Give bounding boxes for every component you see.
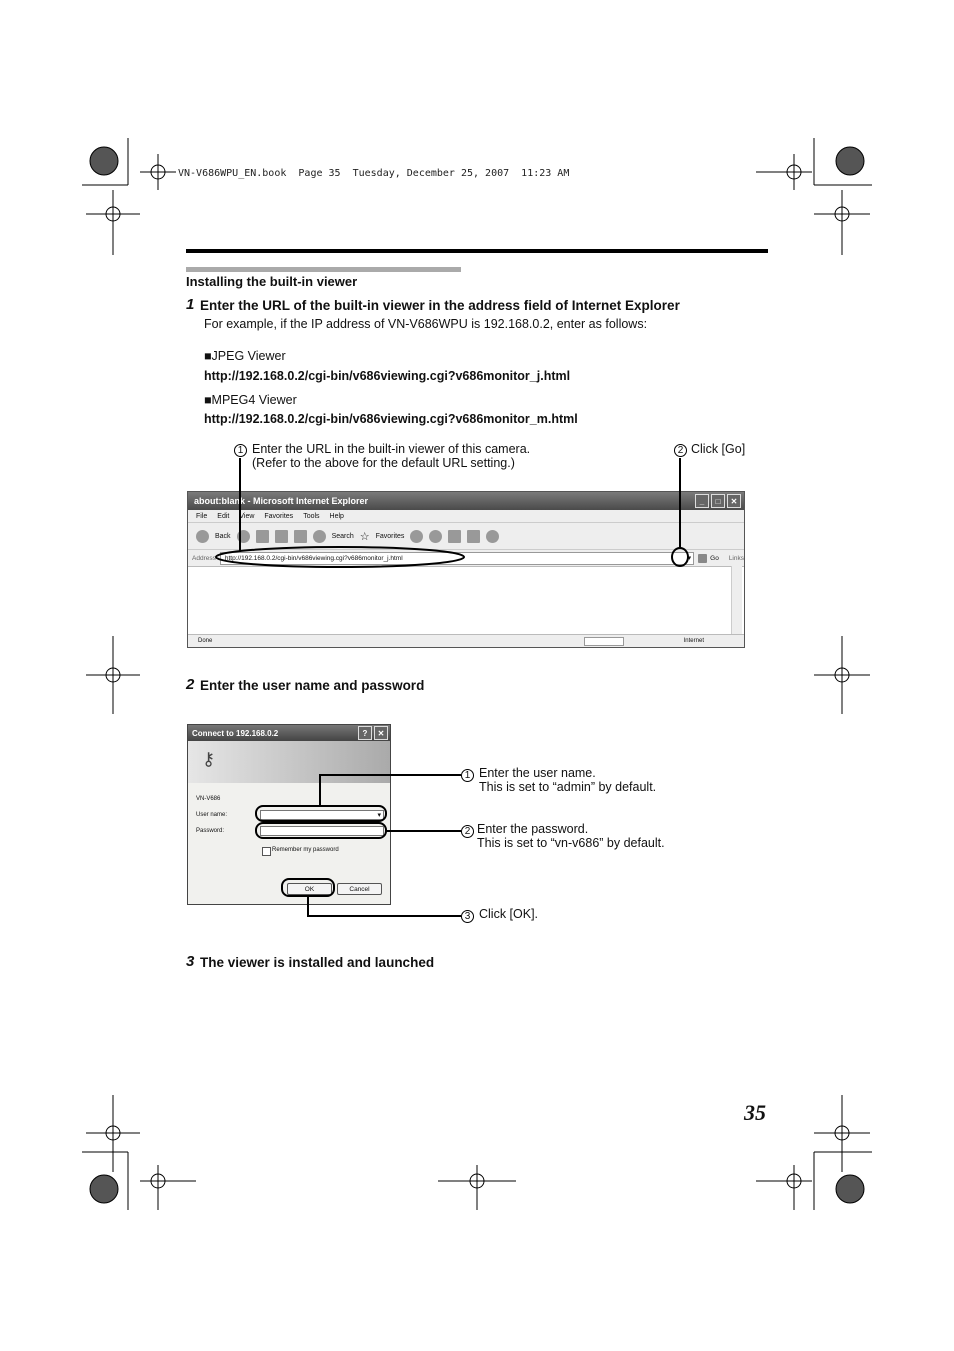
username-dropdown-icon[interactable]: ▾	[377, 812, 381, 819]
url-highlight-oval	[216, 547, 464, 567]
ok-highlight	[282, 879, 334, 896]
jpeg-viewer-label: ■JPEG Viewer	[204, 349, 286, 363]
print-header: VN-V686WPU_EN.book Page 35 Tuesday, December 25, 2007 11:23 AM	[178, 168, 570, 179]
leader-line-ok	[308, 896, 461, 916]
remember-label: Remember my password	[272, 847, 339, 853]
step-2-number: 2	[186, 676, 195, 693]
favorites-button-label[interactable]: Favorites	[375, 532, 405, 540]
menu-help[interactable]: Help	[329, 512, 344, 520]
callout-1-marker: 1	[234, 444, 247, 457]
go-highlight-oval	[672, 548, 688, 566]
menu-tools[interactable]: Tools	[303, 512, 320, 520]
step-3-number: 3	[186, 953, 195, 970]
links-label[interactable]: Links	[728, 554, 744, 562]
leader-line-user	[320, 775, 461, 806]
help-icon[interactable]: ?	[358, 726, 372, 740]
step-1-title: Enter the URL of the built-in viewer in the address field of Internet Explorer	[200, 298, 680, 313]
dialog-title: Connect to 192.168.0.2	[192, 728, 279, 738]
minimize-icon[interactable]: _	[695, 494, 709, 508]
callout-password-text: Enter the password. This is set to “vn-v686” by default.	[477, 822, 665, 850]
menu-file[interactable]: File	[196, 512, 208, 520]
ok-button[interactable]: OK	[287, 883, 332, 895]
close-icon[interactable]: ✕	[727, 494, 741, 508]
step-1-intro: For example, if the IP address of VN-V686WPU is 192.168.0.2, enter as follows:	[204, 317, 648, 331]
favorites-icon[interactable]: ☆	[359, 530, 370, 543]
username-highlight	[256, 806, 386, 821]
callout-password-marker: 2	[461, 825, 474, 838]
mpeg4-viewer-url: http://192.168.0.2/cgi-bin/v686viewing.cgi?v686monitor_m.html	[204, 412, 578, 426]
page-number: 35	[744, 1100, 766, 1125]
menu-edit[interactable]: Edit	[217, 512, 230, 520]
zone-text: Internet	[683, 638, 704, 644]
dropdown-icon[interactable]: ▾	[687, 555, 692, 562]
step-3-title: The viewer is installed and launched	[200, 955, 435, 970]
callout-ok-marker: 3	[461, 910, 474, 923]
step-1-number: 1	[186, 296, 195, 313]
password-highlight	[256, 823, 386, 838]
callout-user-marker: 1	[461, 769, 474, 782]
registration-marks	[82, 138, 872, 1210]
search-button-label[interactable]: Search	[331, 532, 354, 540]
menu-view[interactable]: View	[239, 512, 255, 520]
callout-2-text: Click [Go]	[691, 442, 746, 456]
jpeg-viewer-url: http://192.168.0.2/cgi-bin/v686viewing.cgi?v686monitor_j.html	[204, 369, 571, 383]
password-label: Password:	[196, 828, 225, 834]
callout-user-text: Enter the user name. This is set to “admin” by default.	[479, 766, 657, 794]
callout-2-marker: 2	[674, 444, 687, 457]
back-button-label[interactable]: Back	[215, 532, 231, 540]
address-label: Address	[192, 554, 216, 562]
maximize-icon[interactable]: □	[711, 494, 725, 508]
status-text: Done	[198, 638, 213, 644]
mpeg4-viewer-label: ■MPEG4 Viewer	[204, 393, 297, 407]
cancel-button[interactable]: Cancel	[337, 883, 382, 895]
address-value: http://192.168.0.2/cgi-bin/v686viewing.cgi?v686monitor_j.html	[224, 554, 403, 562]
keys-icon: ⚷	[202, 749, 216, 769]
go-button[interactable]: Go	[710, 554, 719, 562]
dialog-close-icon[interactable]: ✕	[374, 726, 388, 740]
step-2-title: Enter the user name and password	[200, 678, 425, 693]
ie-title: about:blank - Microsoft Internet Explorer	[194, 496, 369, 506]
username-label: User name:	[196, 812, 228, 818]
menu-favorites[interactable]: Favorites	[264, 512, 294, 520]
dialog-realm: VN-V686	[196, 796, 221, 802]
section-title: Installing the built-in viewer	[186, 274, 358, 289]
callout-ok-text: Click [OK].	[479, 907, 539, 921]
callout-1-text: Enter the URL in the built-in viewer of this camera. (Refer to the above for the default URL setting.)	[252, 442, 531, 470]
